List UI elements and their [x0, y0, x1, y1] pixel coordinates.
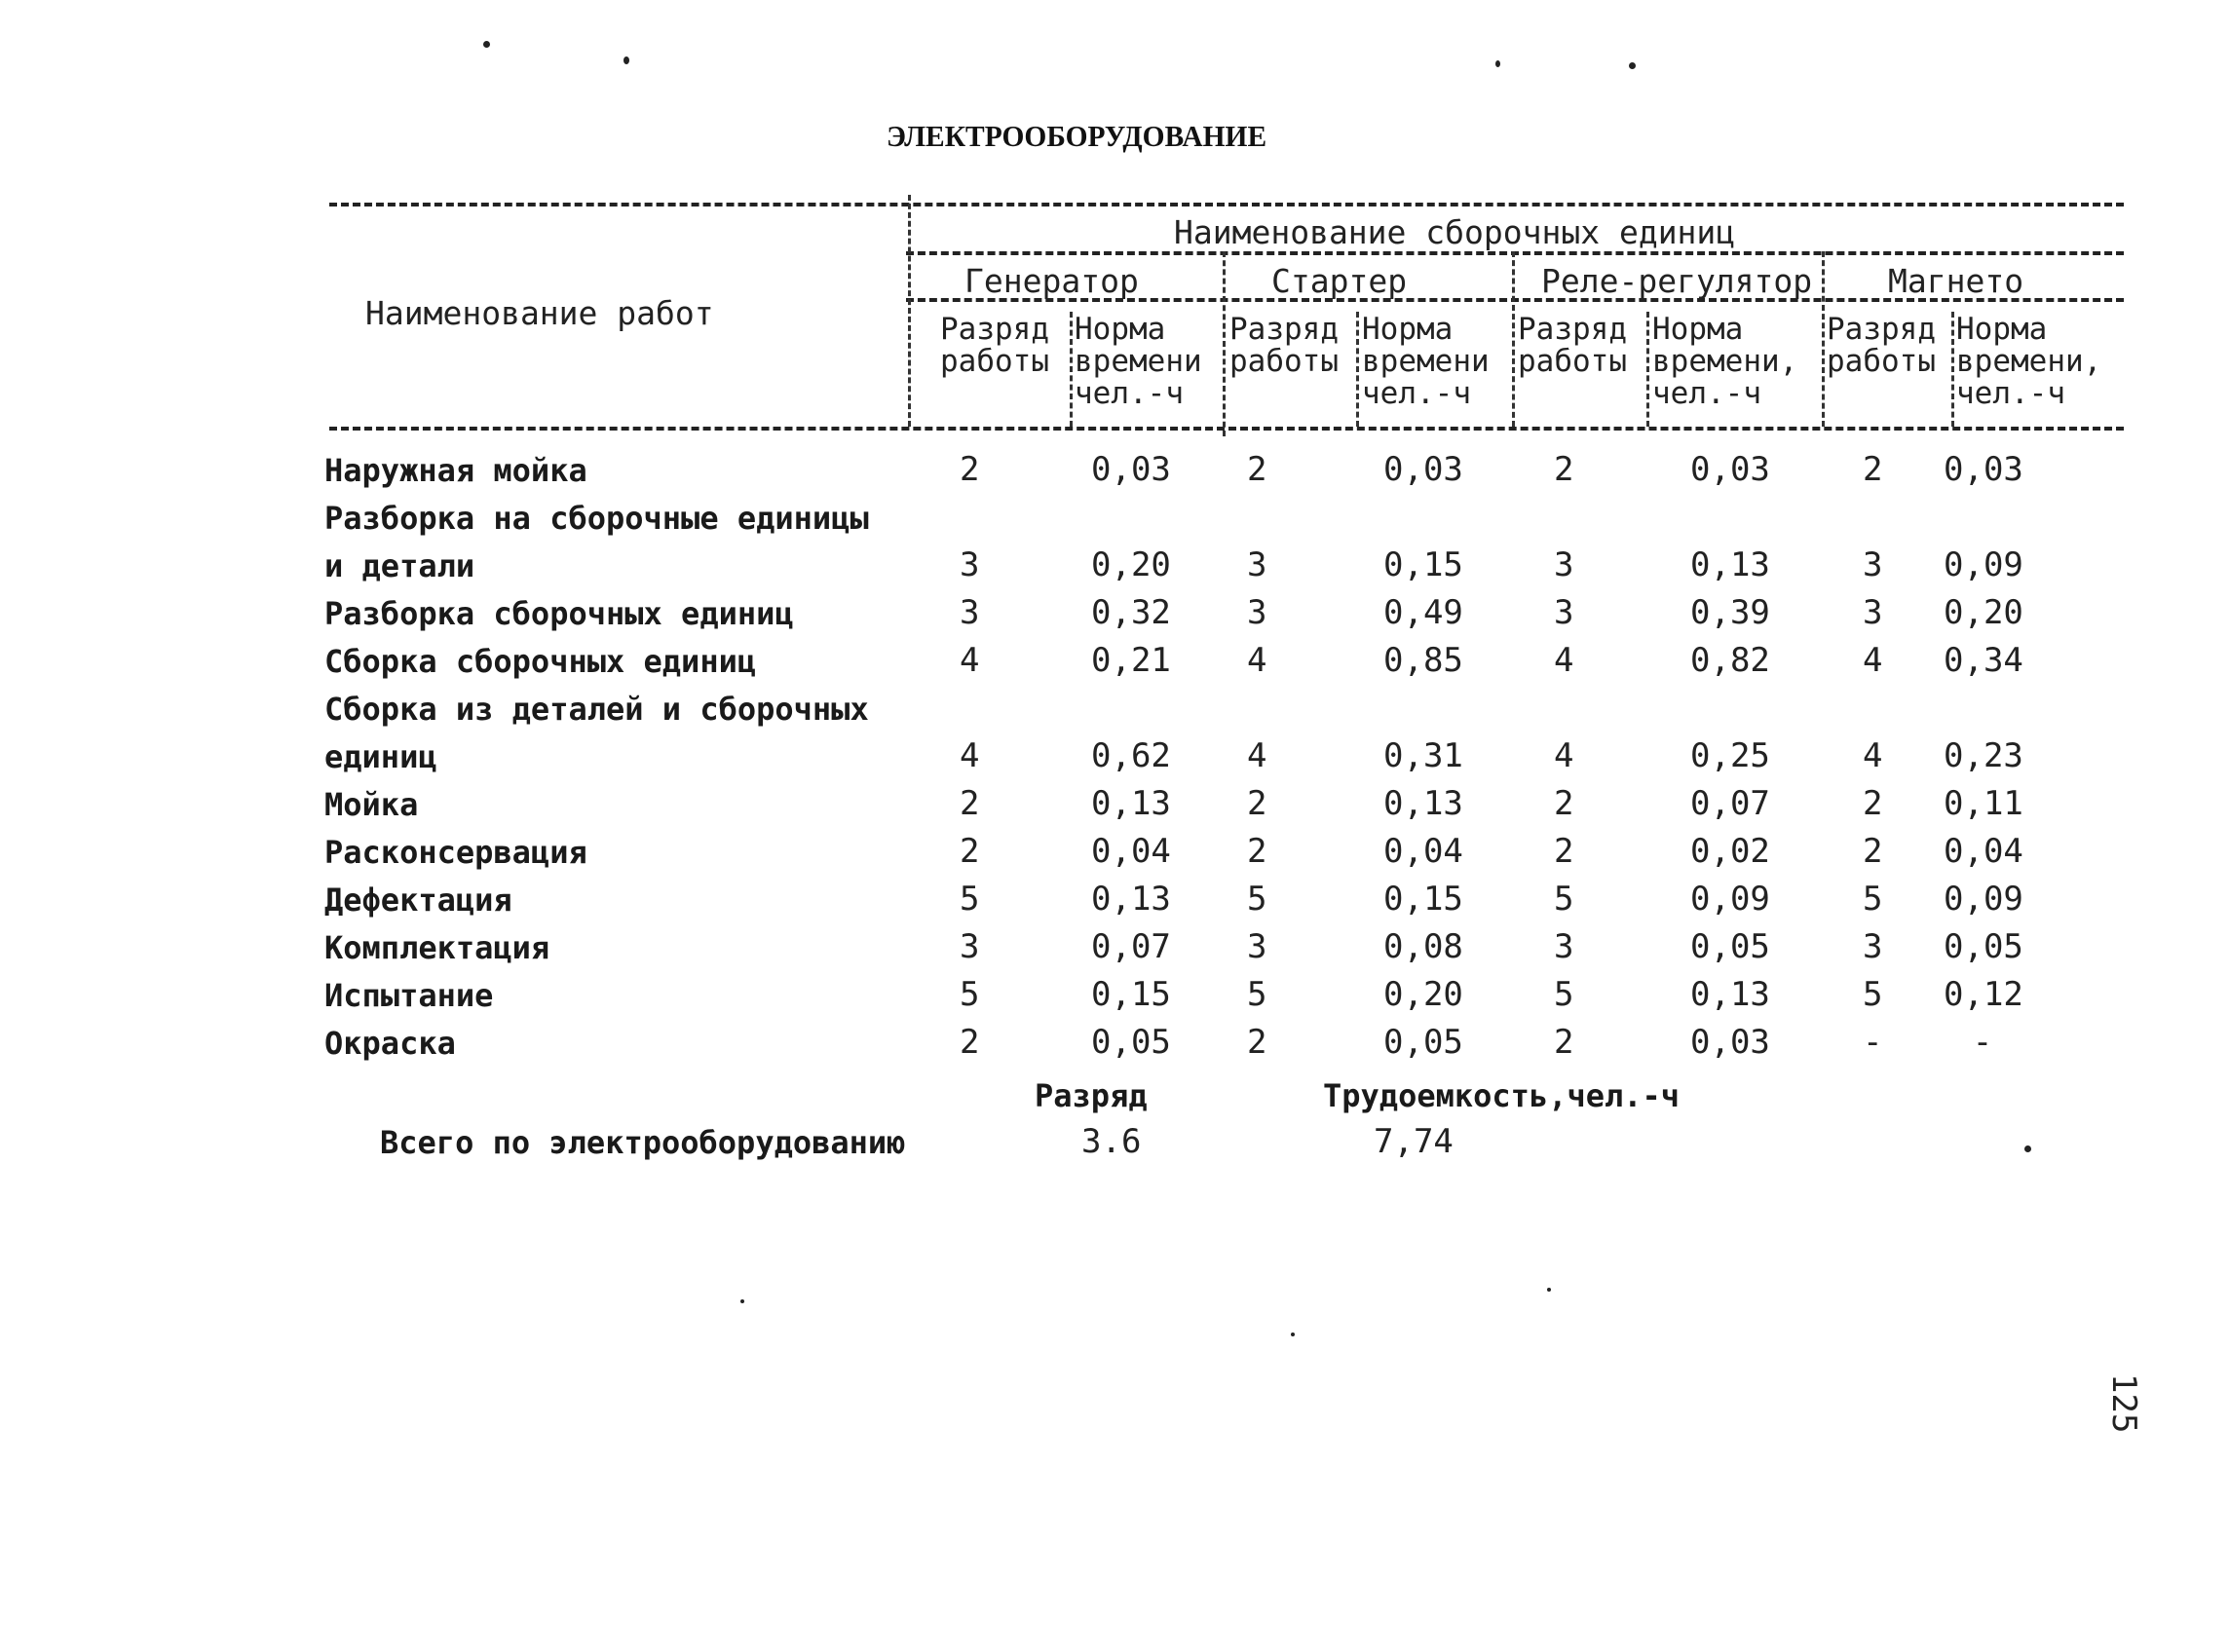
cell-grade: 3	[1247, 545, 1267, 584]
cell-norm: 0,62	[1091, 736, 1171, 775]
cell-norm: 0,07	[1690, 784, 1770, 823]
page-title: ЭЛЕКТРООБОРУДОВАНИЕ	[887, 119, 1267, 153]
cell-grade: 2	[1554, 1023, 1574, 1062]
cell-grade: 3	[960, 593, 980, 632]
cell-norm: 0,05	[1091, 1023, 1171, 1062]
subheader-grade: Разряд работы	[1827, 312, 1936, 379]
row-name: Дефектация	[324, 882, 512, 919]
cell-norm: 0,49	[1383, 593, 1463, 632]
scan-speck	[740, 1299, 744, 1303]
scan-speck	[1547, 1288, 1551, 1292]
header-divider	[1951, 312, 1954, 427]
cell-grade: 5	[960, 880, 980, 919]
subheader-grade: Разряд работы	[940, 312, 1049, 379]
cell-grade: 5	[1863, 880, 1883, 919]
scan-speck	[483, 41, 490, 48]
row-name: Сборка из деталей и сборочных	[324, 691, 869, 728]
cell-norm: 0,32	[1091, 593, 1171, 632]
cell-norm: 0,02	[1690, 832, 1770, 871]
row-name: Наружная мойка	[324, 452, 587, 489]
cell-grade: 5	[1554, 975, 1574, 1014]
table-header-bottom-rule	[329, 427, 2124, 431]
cell-norm: 0,39	[1690, 593, 1770, 632]
cell-norm: 0,15	[1091, 975, 1171, 1014]
cell-norm: 0,82	[1690, 641, 1770, 680]
cell-grade: 3	[1863, 593, 1883, 632]
subheader-norm: Норма времени чел.-ч	[1362, 312, 1490, 411]
row-name: Сборка сборочных единиц	[324, 643, 757, 680]
row-name: Комплектация	[324, 929, 550, 966]
cell-norm: 0,03	[1091, 450, 1171, 489]
header-divider	[1646, 312, 1649, 427]
cell-norm: 0,85	[1383, 641, 1463, 680]
scan-speck	[1495, 60, 1500, 67]
cell-grade: 2	[1247, 832, 1267, 871]
cell-norm: 0,09	[1944, 880, 2023, 919]
cell-norm: 0,04	[1383, 832, 1463, 871]
cell-grade: 5	[1247, 880, 1267, 919]
cell-grade: 5	[1863, 975, 1883, 1014]
row-name: Мойка	[324, 786, 419, 823]
cell-grade: 2	[1863, 784, 1883, 823]
summary-labor-label: Трудоемкость,чел.-ч	[1323, 1077, 1681, 1114]
scan-speck	[1291, 1333, 1295, 1336]
table-top-rule	[329, 203, 2124, 206]
scan-speck	[1629, 62, 1636, 69]
cell-grade: 2	[1247, 450, 1267, 489]
cell-norm: 0,03	[1690, 1023, 1770, 1062]
cell-grade: 4	[960, 736, 980, 775]
cell-norm: 0,04	[1091, 832, 1171, 871]
cell-grade: 4	[1863, 736, 1883, 775]
cell-grade: 3	[1554, 593, 1574, 632]
cell-norm: 0,05	[1383, 1023, 1463, 1062]
row-name: Окраска	[324, 1025, 456, 1062]
cell-grade: 2	[1554, 450, 1574, 489]
row-name: Разборка сборочных единиц	[324, 595, 794, 632]
cell-norm: 0,25	[1690, 736, 1770, 775]
cell-grade: 2	[960, 784, 980, 823]
row-name: единиц	[324, 738, 437, 775]
cell-grade: 3	[1247, 927, 1267, 966]
cell-grade: 5	[1554, 880, 1574, 919]
cell-norm: 0,05	[1944, 927, 2023, 966]
cell-grade: 2	[1554, 832, 1574, 871]
header-divider	[1223, 251, 1226, 436]
works-column-header: Наименование работ	[365, 294, 714, 332]
cell-grade: 3	[1247, 593, 1267, 632]
cell-grade: 2	[1247, 1023, 1267, 1062]
cell-norm: 0,23	[1944, 736, 2023, 775]
header-divider	[1512, 251, 1515, 427]
cell-norm: 0,12	[1944, 975, 2023, 1014]
cell-grade: -	[1863, 1023, 1883, 1062]
cell-grade: 5	[960, 975, 980, 1014]
cell-grade: 2	[960, 450, 980, 489]
cell-grade: 2	[960, 1023, 980, 1062]
cell-grade: 3	[1554, 927, 1574, 966]
cell-norm: 0,31	[1383, 736, 1463, 775]
cell-grade: 2	[1247, 784, 1267, 823]
summary-grade-value: 3.6	[1081, 1122, 1142, 1161]
cell-norm: 0,20	[1091, 545, 1171, 584]
subheader-norm: Норма времени чел.-ч	[1075, 312, 1202, 411]
cell-grade: 3	[960, 927, 980, 966]
subheader-norm: Норма времени, чел.-ч	[1956, 312, 2102, 411]
scan-speck	[623, 56, 629, 64]
group-header-rule	[906, 251, 2124, 255]
row-name: Разборка на сборочные единицы	[324, 500, 869, 537]
cell-norm: 0,03	[1944, 450, 2023, 489]
cell-norm: 0,15	[1383, 880, 1463, 919]
cell-norm: 0,09	[1690, 880, 1770, 919]
row-name: Расконсервация	[324, 834, 587, 871]
header-divider	[1070, 312, 1073, 427]
cell-grade: 2	[1863, 832, 1883, 871]
header-divider	[908, 195, 911, 427]
unit-header-starter: Стартер	[1271, 262, 1408, 300]
cell-grade: 3	[1863, 927, 1883, 966]
cell-norm: 0,07	[1091, 927, 1171, 966]
summary-labor-value: 7,74	[1374, 1122, 1454, 1161]
cell-norm: 0,13	[1091, 784, 1171, 823]
header-divider	[1822, 251, 1825, 427]
cell-norm: 0,21	[1091, 641, 1171, 680]
cell-norm: 0,13	[1383, 784, 1463, 823]
group-header: Наименование сборочных единиц	[1174, 213, 1736, 251]
cell-grade: 3	[1554, 545, 1574, 584]
cell-grade: 4	[1863, 641, 1883, 680]
cell-grade: 4	[960, 641, 980, 680]
cell-grade: 3	[1863, 545, 1883, 584]
cell-grade: 2	[1554, 784, 1574, 823]
cell-grade: 4	[1247, 641, 1267, 680]
cell-grade: 4	[1247, 736, 1267, 775]
cell-norm: -	[1972, 1023, 1993, 1062]
cell-norm: 0,13	[1690, 545, 1770, 584]
row-name: Испытание	[324, 977, 494, 1014]
cell-grade: 2	[960, 832, 980, 871]
cell-norm: 0,13	[1091, 880, 1171, 919]
cell-norm: 0,03	[1383, 450, 1463, 489]
unit-header-relay: Реле-регулятор	[1541, 262, 1813, 300]
row-name: и детали	[324, 547, 475, 584]
cell-grade: 4	[1554, 641, 1574, 680]
unit-header-magneto: Магнето	[1888, 262, 2024, 300]
cell-norm: 0,09	[1944, 545, 2023, 584]
cell-norm: 0,05	[1690, 927, 1770, 966]
scan-speck	[2024, 1145, 2031, 1152]
page-number: 125	[2104, 1373, 2143, 1434]
header-divider	[1356, 312, 1359, 427]
summary-total-label: Всего по электрооборудованию	[380, 1124, 906, 1161]
cell-norm: 0,08	[1383, 927, 1463, 966]
unit-header-generator: Генератор	[964, 262, 1139, 300]
cell-norm: 0,13	[1690, 975, 1770, 1014]
summary-grade-label: Разряд	[1035, 1077, 1148, 1114]
cell-norm: 0,20	[1383, 975, 1463, 1014]
cell-norm: 0,03	[1690, 450, 1770, 489]
cell-grade: 3	[960, 545, 980, 584]
cell-grade: 4	[1554, 736, 1574, 775]
subheader-grade: Разряд работы	[1229, 312, 1339, 379]
cell-grade: 5	[1247, 975, 1267, 1014]
subheader-grade: Разряд работы	[1518, 312, 1627, 379]
cell-norm: 0,04	[1944, 832, 2023, 871]
cell-grade: 2	[1863, 450, 1883, 489]
subheader-norm: Норма времени, чел.-ч	[1652, 312, 1798, 411]
cell-norm: 0,20	[1944, 593, 2023, 632]
cell-norm: 0,34	[1944, 641, 2023, 680]
cell-norm: 0,11	[1944, 784, 2023, 823]
cell-norm: 0,15	[1383, 545, 1463, 584]
